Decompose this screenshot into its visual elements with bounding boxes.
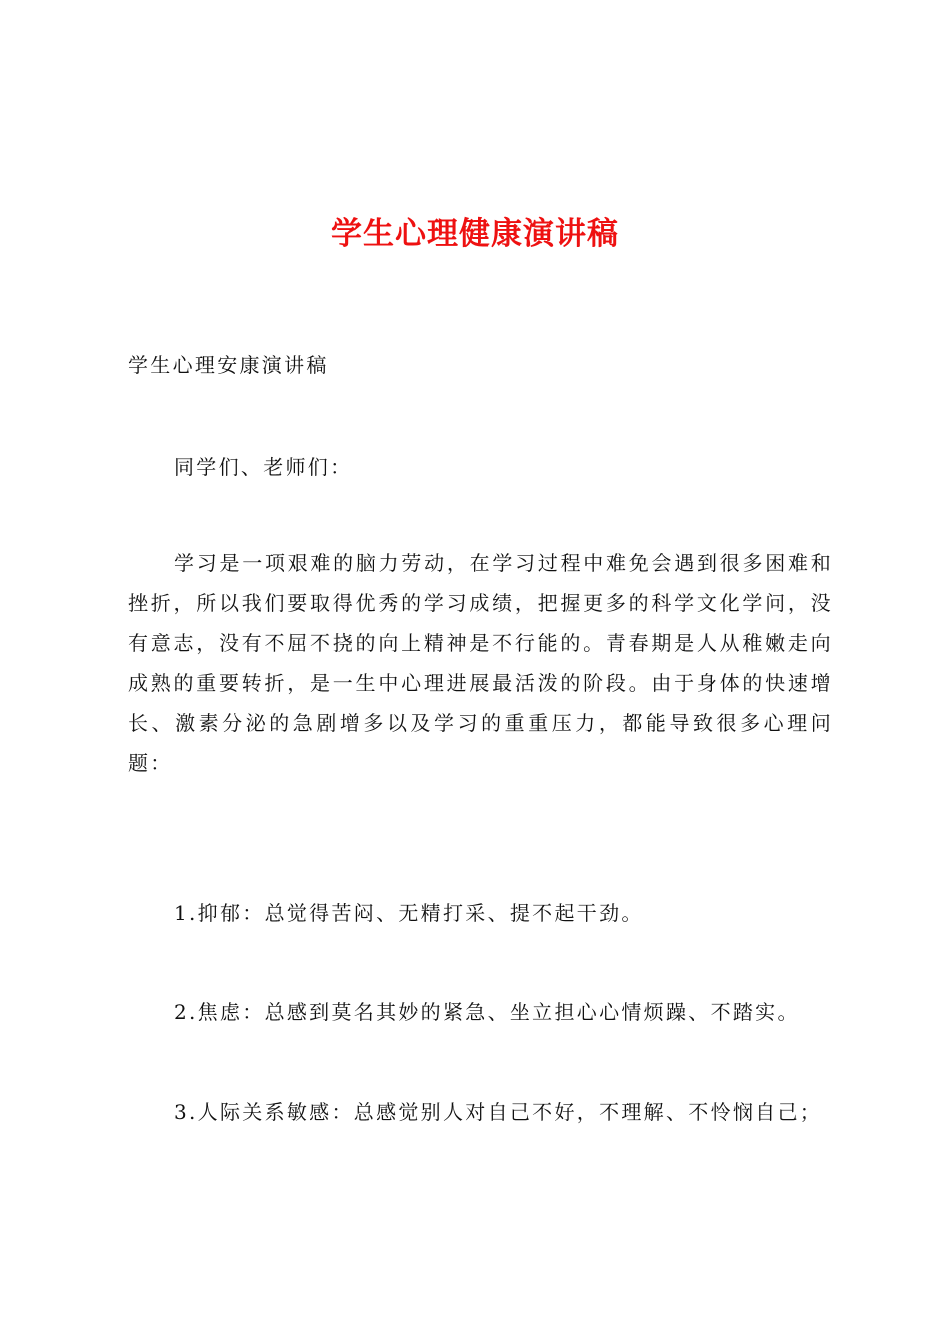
document-title: 学生心理健康演讲稿 bbox=[331, 216, 619, 252]
document-subtitle: 学生心理安康演讲稿 bbox=[128, 353, 329, 377]
list-item-interpersonal-sensitivity: 3.人际关系敏感：总感觉别人对自己不好，不理解、不怜悯自己； bbox=[174, 1100, 823, 1124]
greeting-line: 同学们、老师们： bbox=[174, 455, 353, 479]
body-paragraph: 学习是一项艰难的脑力劳动，在学习过程中难免会遇到很多困难和挫折，所以我们要取得优秀的学习成绩，把握更多的科学文化学问，没有意志，没有不屈不挠的向上精神是不行能的。青春期是人从稚嫩走向成熟的重要转折，是一生中心理进展最活泼的阶段。由于身体的快速增长、激素分泌的急剧增多以及学习的重重压力，都能导致很多心理问题： bbox=[128, 551, 833, 775]
list-item-anxiety: 2.焦虑：总感到莫名其妙的紧急、坐立担心心情烦躁、不踏实。 bbox=[174, 1000, 800, 1024]
list-item-depression: 1.抑郁：总觉得苦闷、无精打采、提不起干劲。 bbox=[174, 901, 644, 925]
